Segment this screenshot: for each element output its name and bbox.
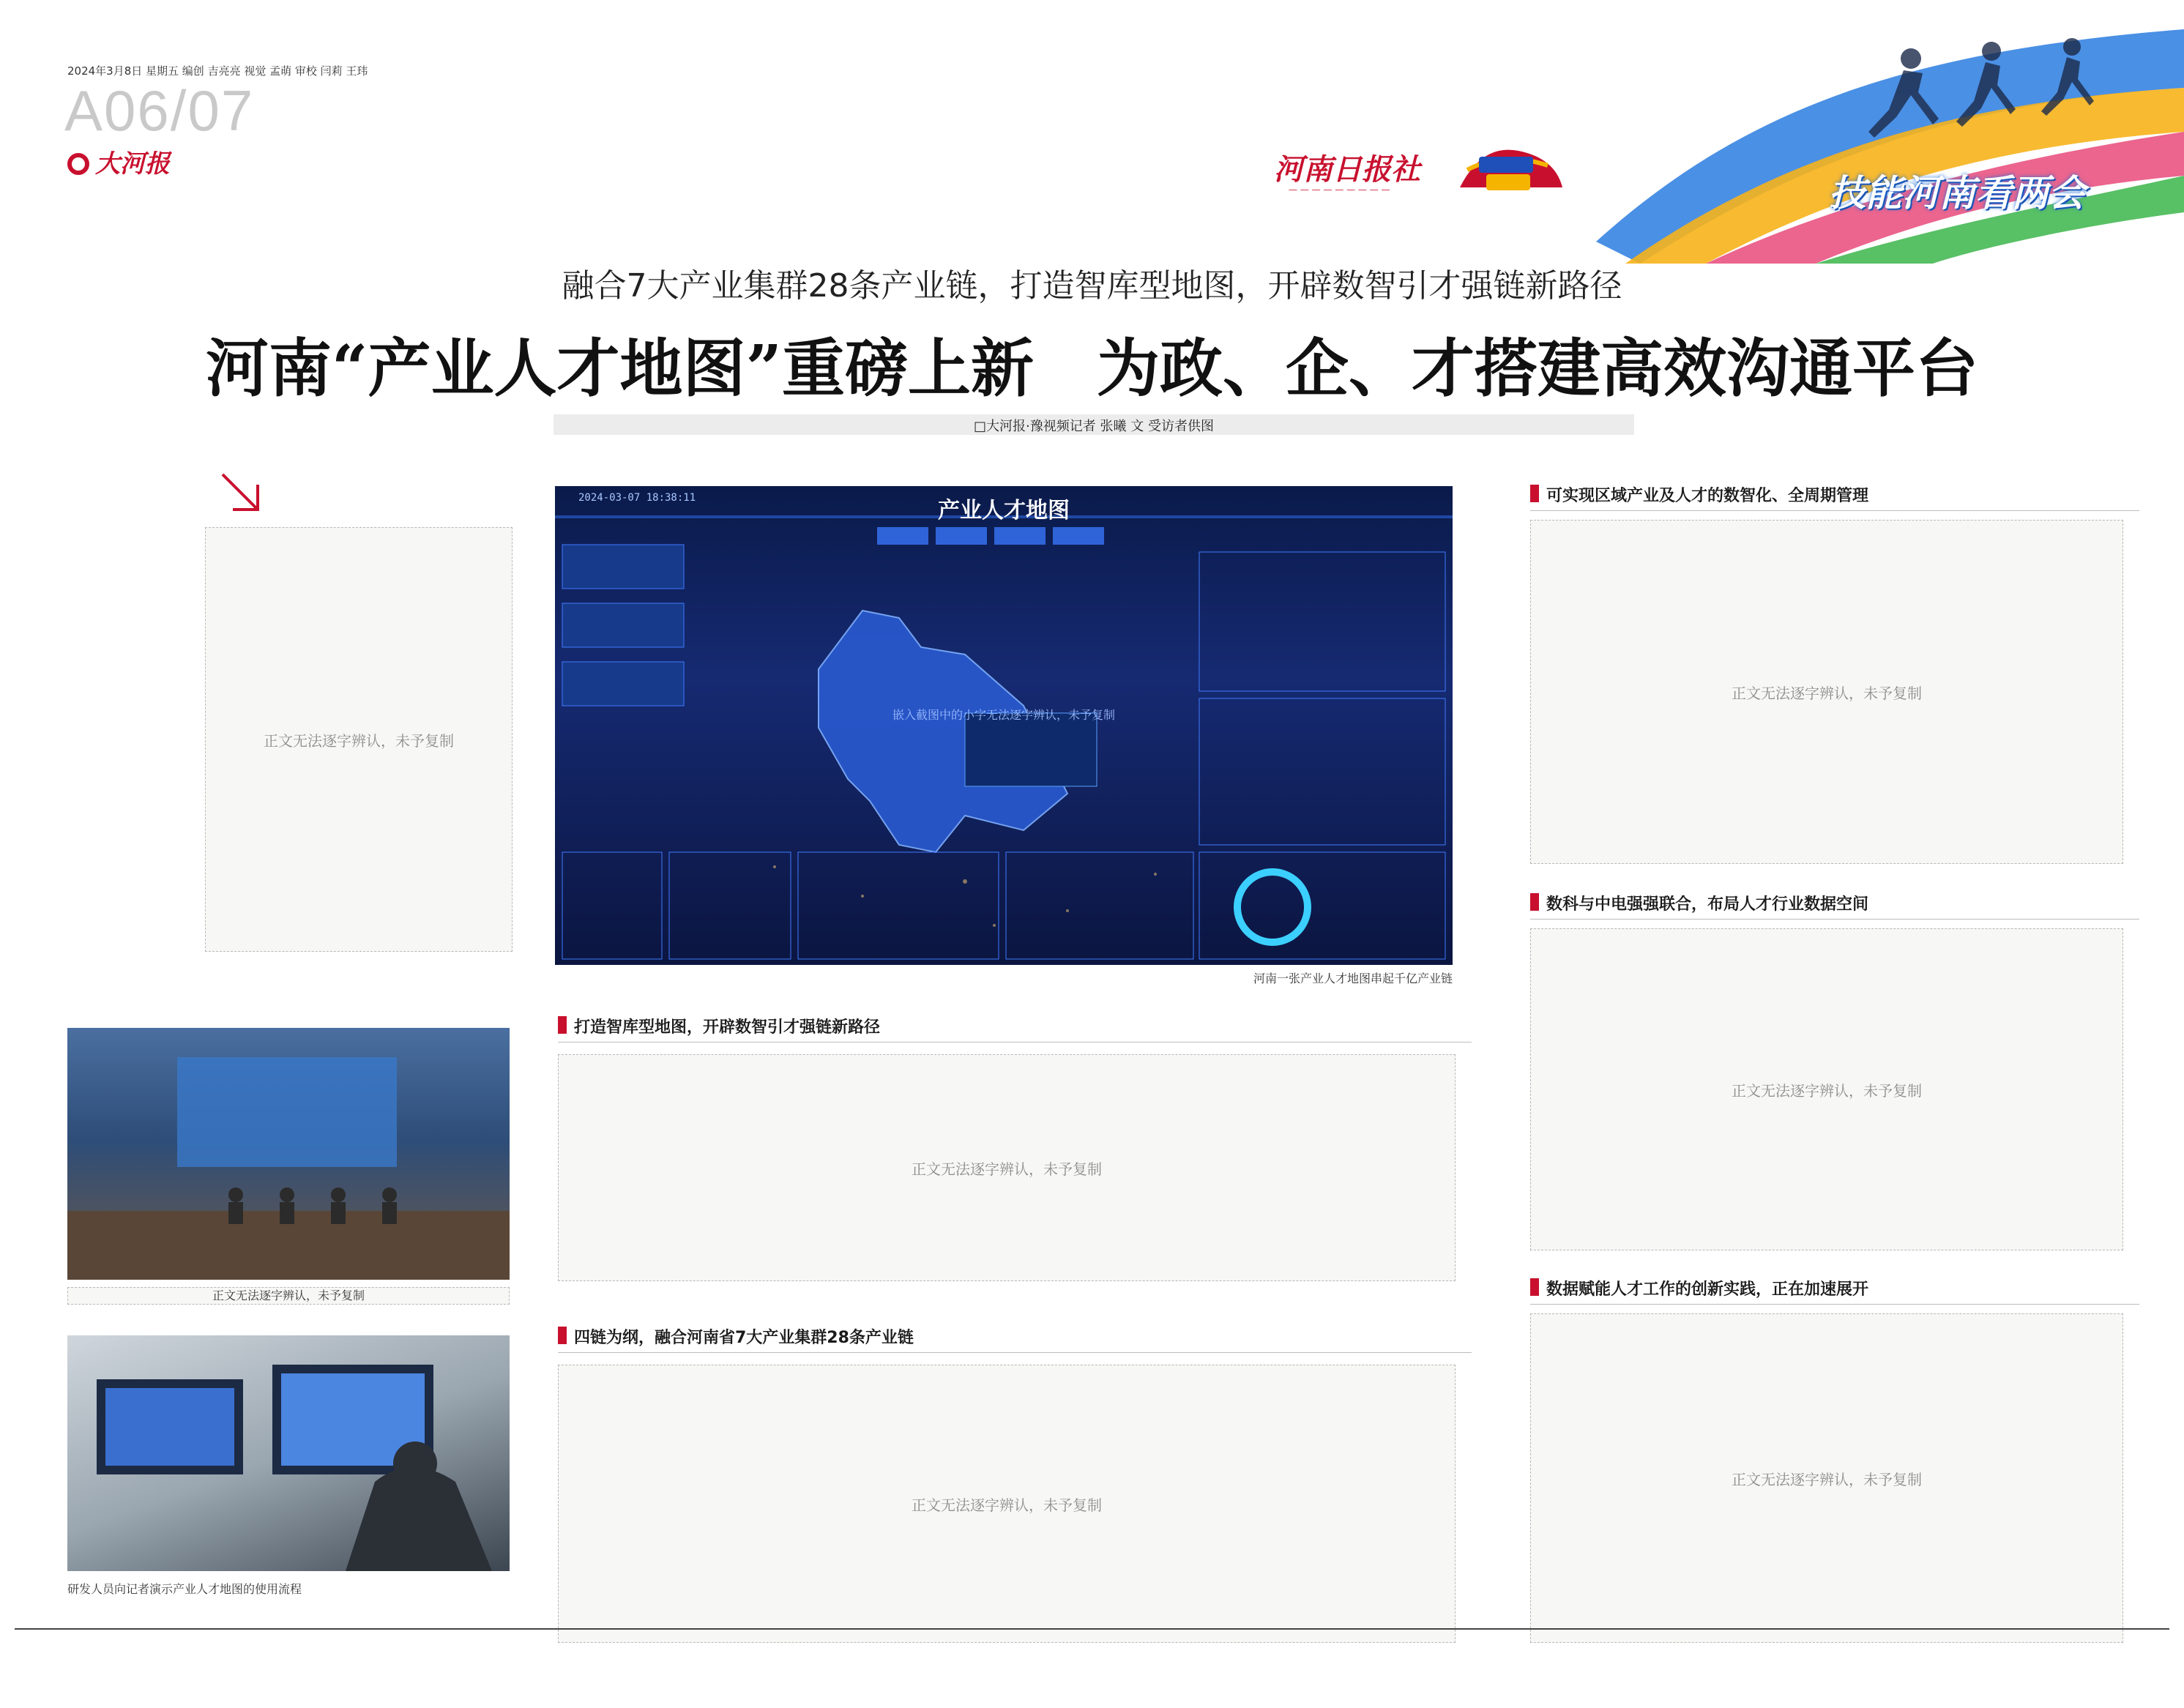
campaign-badge-icon bbox=[1453, 136, 1570, 199]
dashboard-timestamp: 2024-03-07 18:38:11 bbox=[578, 492, 696, 504]
bottom-panels bbox=[562, 852, 1445, 959]
right-panels bbox=[1199, 552, 1445, 845]
section-heading-c1: 打造智库型地图，开辟数智引才强链新路径 bbox=[558, 1015, 1472, 1043]
section-heading-c2: 四链为纲，融合河南省7大产业集群28条产业链 bbox=[558, 1325, 1472, 1353]
dashboard-title: 产业人才地图 bbox=[938, 498, 1070, 523]
paper-logo-text: 大河报 bbox=[95, 149, 170, 179]
paper-logo-mark-icon bbox=[67, 153, 89, 175]
filter-buttons bbox=[877, 527, 1104, 545]
section-body-r2-unreadable: 正文无法逐字辨认，未予复制 bbox=[1530, 928, 2123, 1250]
talent-map-dashboard-image bbox=[555, 486, 1453, 965]
dashboard-graphics bbox=[555, 486, 1453, 965]
sponsor-tagline-rule: — — — — — — — — — bbox=[1289, 184, 1390, 195]
issue-meta-line: 2024年3月8日 星期五 编创 吉亮亮 视觉 孟萌 审校 闫莉 王玮 bbox=[67, 64, 368, 78]
demo-photo bbox=[67, 1335, 510, 1571]
article-headline: 河南“产业人才地图”重磅上新 为政、企、才搭建高效沟通平台 bbox=[206, 332, 1978, 406]
section-heading-r2: 数科与中电强强联合，布局人才行业数据空间 bbox=[1530, 892, 2139, 920]
article-byline: □大河报·豫视频记者 张曦 文 受访者供图 bbox=[974, 419, 1214, 434]
demo-photo-caption: 研发人员向记者演示产业人才地图的使用流程 bbox=[67, 1582, 302, 1596]
article-subhead: 融合7大产业集群28条产业链，打造智库型地图，开辟数智引才强链新路径 bbox=[562, 267, 1622, 305]
sponsor-logo: 河南日报社 bbox=[1274, 152, 1420, 187]
banner-artwork bbox=[1596, 22, 2184, 264]
section-body-c2-unreadable: 正文无法逐字辨认，未予复制 bbox=[558, 1365, 1456, 1643]
forum-photo-graphic bbox=[67, 1028, 510, 1280]
popup-card bbox=[965, 713, 1097, 786]
page-bottom-rule bbox=[15, 1628, 2169, 1630]
dashboard-text-unreadable: 嵌入截图中的小字无法逐字辨认，未予复制 bbox=[892, 708, 1115, 722]
lead-arrow-icon bbox=[217, 469, 264, 515]
stat-tiles bbox=[562, 545, 684, 706]
section-body-r1-unreadable: 正文无法逐字辨认，未予复制 bbox=[1530, 520, 2123, 864]
demo-photo-graphic bbox=[67, 1335, 510, 1571]
forum-photo bbox=[67, 1028, 510, 1280]
section-heading-r1: 可实现区域产业及人才的数智化、全周期管理 bbox=[1530, 483, 2139, 511]
section-heading-r3: 数据赋能人才工作的创新实践，正在加速展开 bbox=[1530, 1277, 2139, 1305]
page-number: A06/07 bbox=[64, 78, 255, 143]
lead-paragraphs-unreadable: 正文无法逐字辨认，未予复制 bbox=[205, 527, 513, 952]
city-lights bbox=[773, 865, 1157, 927]
campaign-title: 技能河南看两会 bbox=[1829, 172, 2085, 215]
forum-photo-caption-unreadable: 正文无法逐字辨认，未予复制 bbox=[67, 1287, 510, 1305]
section-body-c1-unreadable: 正文无法逐字辨认，未予复制 bbox=[558, 1054, 1456, 1281]
section-body-r3-unreadable: 正文无法逐字辨认，未予复制 bbox=[1530, 1313, 2123, 1643]
donut-ring bbox=[1237, 872, 1308, 942]
paper-logo bbox=[67, 143, 170, 179]
dashboard-caption: 河南一张产业人才地图串起千亿产业链 bbox=[1253, 972, 1453, 985]
